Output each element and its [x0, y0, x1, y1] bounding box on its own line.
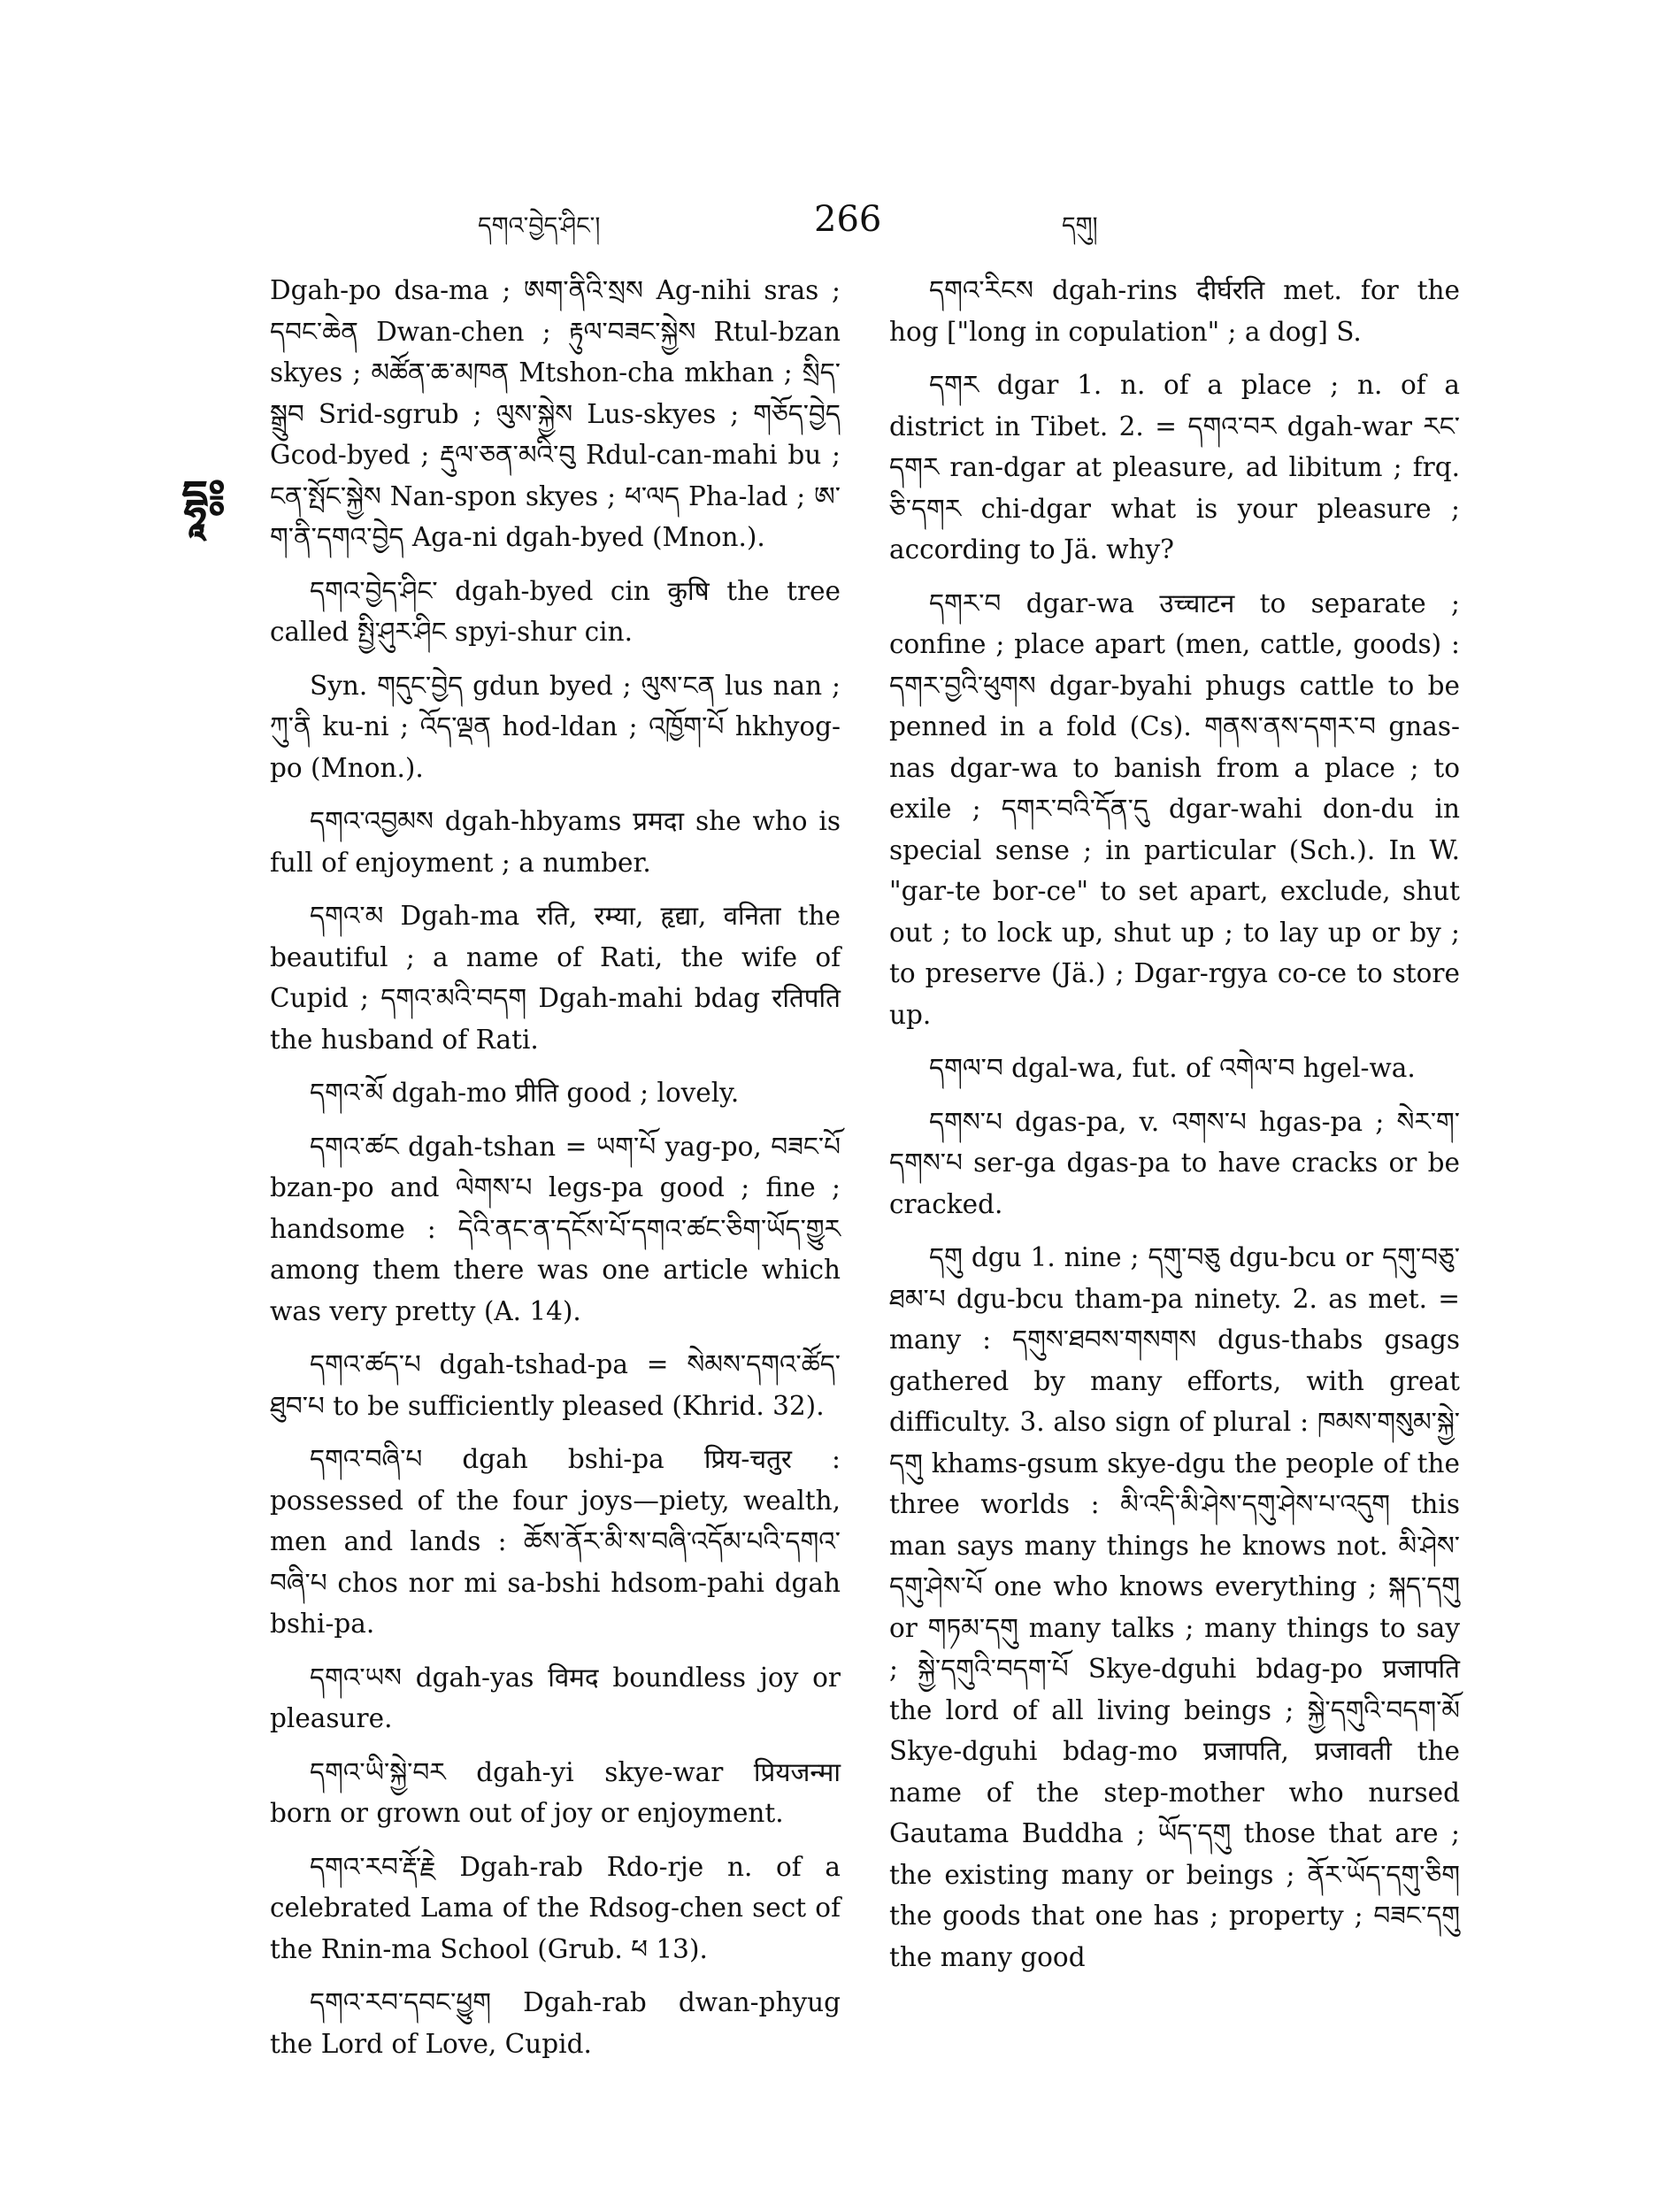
- dictionary-entry: དགའ་ཡས dgah-yas विमद boundless joy or pleasure.: [270, 1662, 841, 1733]
- dictionary-entry: དགའ་རབ་རྡོ་རྗེ Dgah-rab Rdo-rje n. of a celebrated Lama of the Rdsog-chen sect of the Rnin-ma School (Grub. ཕ 13).: [270, 1851, 841, 1964]
- dictionary-entry: དགའ་ཚང dgah-tshan = ཡག་པོ yag-po, བཟང་པོ bzan-po and ལེགས་པ legs-pa good ; fine ; handsome : དེའི་ནང་ན་དངོས་པོ་དགའ་ཚང་ཅིག་ཡོད་གྱུར among them there was one article which was very pretty (A. 14).: [270, 1131, 841, 1326]
- dictionary-entry: དགས་པ dgas-pa, v. འགས་པ hgas-pa ; སེར་ག་དགས་པ ser-ga dgas-pa to have cracks or be cracked.: [889, 1106, 1460, 1219]
- dictionary-entry: དགུ dgu 1. nine ; དགུ་བཅུ dgu-bcu or དགུ་བཅུ་ཐམ་པ dgu-bcu tham-pa ninety. 2. as met. = many : དགུས་ཐབས་གསགས dgus-thabs gsags gathered by many efforts, with great difficulty. 3. also sign of plural : ཁམས་གསུམ་སྐྱེ་དགུ khams-gsum skye-dgu the people of the three worlds : མི་འདི་མི་ཤེས་དགུ་ཤེས་པ་འདུག this man says many things he knows not. མི་ཤེས་དགུ་ཤེས་པོ one who knows everything ; སྐད་དགུ or གཏམ་དགུ many talks ; many things to say ; སྐྱེ་དགུའི་བདག་པོ Skye-dguhi bdag-po प्रजापति the lord of all living beings ; སྐྱེ་དགུའི་བདག་མོ Skye-dguhi bdag-mo प्रजापति, प्रजावती the name of the step-mother who nursed Gautama Buddha ; ཡོད་དགུ those that are ; the existing many or beings ; ནོར་ཡོད་དགུ་ཅིག the goods that one has ; property ; བཟང་དགུ the many good: [889, 1242, 1460, 1972]
- right-column: [889, 270, 1460, 1990]
- dictionary-entry: དགའ་མ Dgah-ma रति, रम्या, हृद्या, वनिता the beautiful ; a name of Rati, the wife of Cupid ; དགའ་མའི་བདག Dgah-mahi bdag रतिपति the husband of Rati.: [270, 901, 841, 1055]
- page-header: [265, 199, 1486, 252]
- dictionary-entry: དགར dgar 1. n. of a place ; n. of a district in Tibet. 2. = དགའ་བར dgah-war རང་དགར ran-dgar at pleasure, ad libitum ; frq. ཅི་དགར chi-dgar what is your pleasure ; according to Jä. why?: [889, 370, 1460, 565]
- dictionary-entry: དགའ་རིངས dgah-rins दीर्घरति met. for the hog ["long in copulation" ; a dog] S.: [889, 275, 1460, 347]
- dictionary-entry: དགའ་མོ dgah-mo प्रीति good ; lovely.: [310, 1078, 740, 1108]
- running-head-left: དགའ་བྱེད་ཤིང་།: [478, 212, 601, 240]
- dictionary-entry: དགའ་འབྱམས dgah-hbyams प्रमदा she who is full of enjoyment ; a number.: [270, 806, 841, 878]
- page-number: 266: [814, 199, 882, 240]
- dictionary-entry: དགར་བ dgar-wa उच्चाटन to separate ; confine ; place apart (men, cattle, goods) : དགར་བྱའི་ཕུགས dgar-byahi phugs cattle to be penned in a fold (Cs). གནས་ནས་དགར་བ gnas-nas dgar-wa to banish from a place ; to exile ; དགར་བའི་དོན་དུ dgar-wahi don-du in special sense ; in particular (Sch.). In W. "gar-te bor-ce" to set apart, exclude, shut out ; to lock up, shut up ; to lay up or by ; to preserve (Jä.) ; Dgar-rgya co-ce to store up.: [889, 588, 1460, 1030]
- dictionary-entry: དགའ་ཡི་སྐྱེ་བར dgah-yi skye-war प्रियजन्मा born or grown out of joy or enjoyment.: [270, 1756, 841, 1828]
- dictionary-entry: Syn. གདུང་བྱེད gdun byed ; ལུས་ངན lus nan ; ཀུ་ནི ku-ni ; འོད་ལྡན hod-ldan ; འཁྱོག་པོ hkhyog-po (Mnon.).: [270, 670, 841, 783]
- dictionary-entry: དགའ་བཞི་པ dgah bshi-pa प्रिय-चतुर : possessed of the four joys—piety, wealth, men and lands : ཆོས་ནོར་མི་ས་བཞི་འདོམ་པའི་དགའ་བཞི་པ chos nor mi sa-bshi hdsom-pahi dgah bshi-pa.: [270, 1444, 841, 1639]
- dictionary-entry: དགའ་བྱེད་ཤིང་ dgah-byed cin कुषि the tree called སྤྱི་ཤུར་ཤིང spyi-shur cin.: [270, 575, 841, 647]
- dictionary-entry: དགའ་རབ་དབང་ཕྱུག Dgah-rab dwan-phyug the Lord of Love, Cupid.: [270, 1987, 841, 2059]
- left-column: [270, 270, 841, 2077]
- dictionary-entry: དགལ་བ dgal-wa, fut. of འགེལ་བ hgel-wa.: [929, 1053, 1416, 1083]
- running-head-right: དགུ།: [1062, 212, 1098, 240]
- margin-section-marker: དྷཱ༔: [181, 471, 226, 525]
- dictionary-entry: Dgah-po dsa-ma ; ཨག་ནིའི་སྲས Ag-nihi sras ; དབང་ཆེན Dwan-chen ; རྟུལ་བཟང་སྐྱེས Rtul-bzan skyes ; མཚོན་ཆ་མཁན Mtshon-cha mkhan ; སྲིད་སྒྲུབ Srid-sgrub ; ལུས་སྐྱེས Lus-skyes ; གཅོད་བྱེད Gcod-byed ; རྡུལ་ཅན་མའི་བུ Rdul-can-mahi bu ; ངན་སྤོང་སྐྱེས Nan-spon skyes ; ཕ་ལད Pha-lad ; ཨ་ག་ནི་དགའ་བྱེད Aga-ni dgah-byed (Mnon.).: [270, 275, 841, 552]
- dictionary-entry: དགའ་ཚད་པ dgah-tshad-pa = སེམས་དགའ་ཚོད་ཐུབ་པ to be sufficiently pleased (Khrid. 32).: [270, 1349, 841, 1421]
